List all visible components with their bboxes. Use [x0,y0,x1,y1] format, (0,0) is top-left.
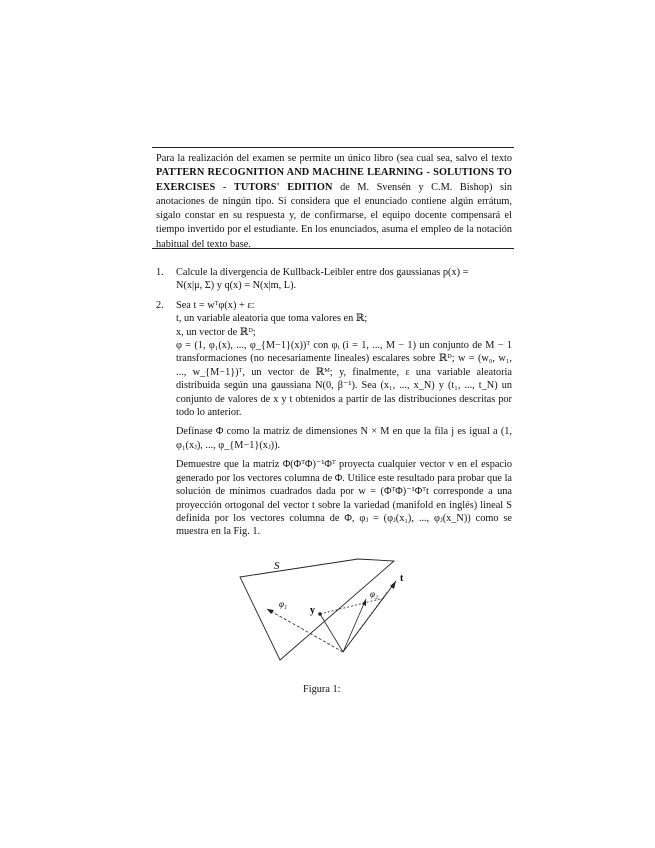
instructions-text-a: Para la realización del examen se permite un único libro (sea cual sea, salvo el texto [156,153,512,164]
instructions-text-b: de M. Svensén y C.M. Bishop) sin anotaciones de ningún tipo. Si considera que el enunciado contiene algún errátum, sígalo constar en su respuesta y, de confirmarse, el equipo docente compensará el tiempo invertido por el estudiante. En los enunciados, asuma el empleo de la notación habitual del texto base. [156,181,512,250]
label-y: y [310,605,315,616]
plane-s [240,559,394,660]
bottom-rule [152,248,514,249]
question-2-def-3: φ = (1, φ₁(x), ..., φ_{M−1}(x))ᵀ con φᵢ (i = 1, ..., M − 1) un conjunto de M − 1 transformaciones (no necesariamente lineales) escalares sobre ℝᴰ; w = (w₀, w₁, ..., w_{M−1})ᵀ, un vector de ℝᴹ; y, finalmente, ε una variable aleatoria distribuida según una gaussiana N(0, β⁻¹). Sea (x₁, ..., x_N) y (t₁, ..., t_N) un conjunto de valores de x y t obtenidos a partir de las distribuciones descritas por todo lo anterior. [176,340,512,419]
figure-caption: Figura 1: [303,684,341,695]
question-2-def-1: t, un variable aleatoria que toma valores en ℝ; [176,313,368,325]
question-1-number: 1. [156,267,164,278]
question-2 [156,299,512,539]
question-2-def-2: x, un vector de ℝᴰ; [176,326,256,338]
label-s: S [274,560,280,572]
question-list [156,266,512,539]
question-2-para-2: Defínase Φ como la matriz de dimensiones N × M en que la fila j es igual a (1, φ₁(xⱼ), ..., φ_{M−1}(xⱼ)). [176,426,512,451]
question-2-number: 2. [156,299,164,311]
phi2-arrowhead [362,599,366,606]
top-rule [152,147,514,148]
label-phi1: φ₁ [279,599,288,609]
projection-line [320,598,384,614]
exam-instructions [156,152,512,252]
label-t: t [400,573,404,584]
question-1 [156,266,512,293]
question-2-def-0: Sea t = wᵀφ(x) + ε: [176,299,255,311]
phi1-arrowhead [267,609,274,614]
y-vector [320,614,343,652]
book-title: PATTERN RECOGNITION AND MACHINE LEARNING - SOLUTIONS TO EXERCISES - TUTORS' EDITION [156,167,512,193]
projection-figure [234,553,410,665]
question-1-line-2: N(x|μ, Σ) y q(x) = N(x|m, L). [176,280,297,292]
question-2-para-3: Demuestre que la matriz Φ(ΦᵀΦ)⁻¹Φᵀ proyecta cualquier vector v en el espacio generado por los vectores columna de Φ. Utilice este resultado para probar que la solución de mínimos cuadrados dada por w = (ΦᵀΦ)⁻¹Φᵀt corresponde a una proyección ortogonal del vector t sobre la variedad (manifold en inglés) lineal S definida por los vectores columna de Φ, φⱼ = (φⱼ(x₁), ..., φⱼ(x_N)) como se muestra en la Fig. 1. [176,459,512,538]
question-1-line-1: Calcule la divergencia de Kullback-Leibler entre dos gaussianas p(x) = [176,267,469,278]
label-phi2: φ₂ [370,589,379,599]
